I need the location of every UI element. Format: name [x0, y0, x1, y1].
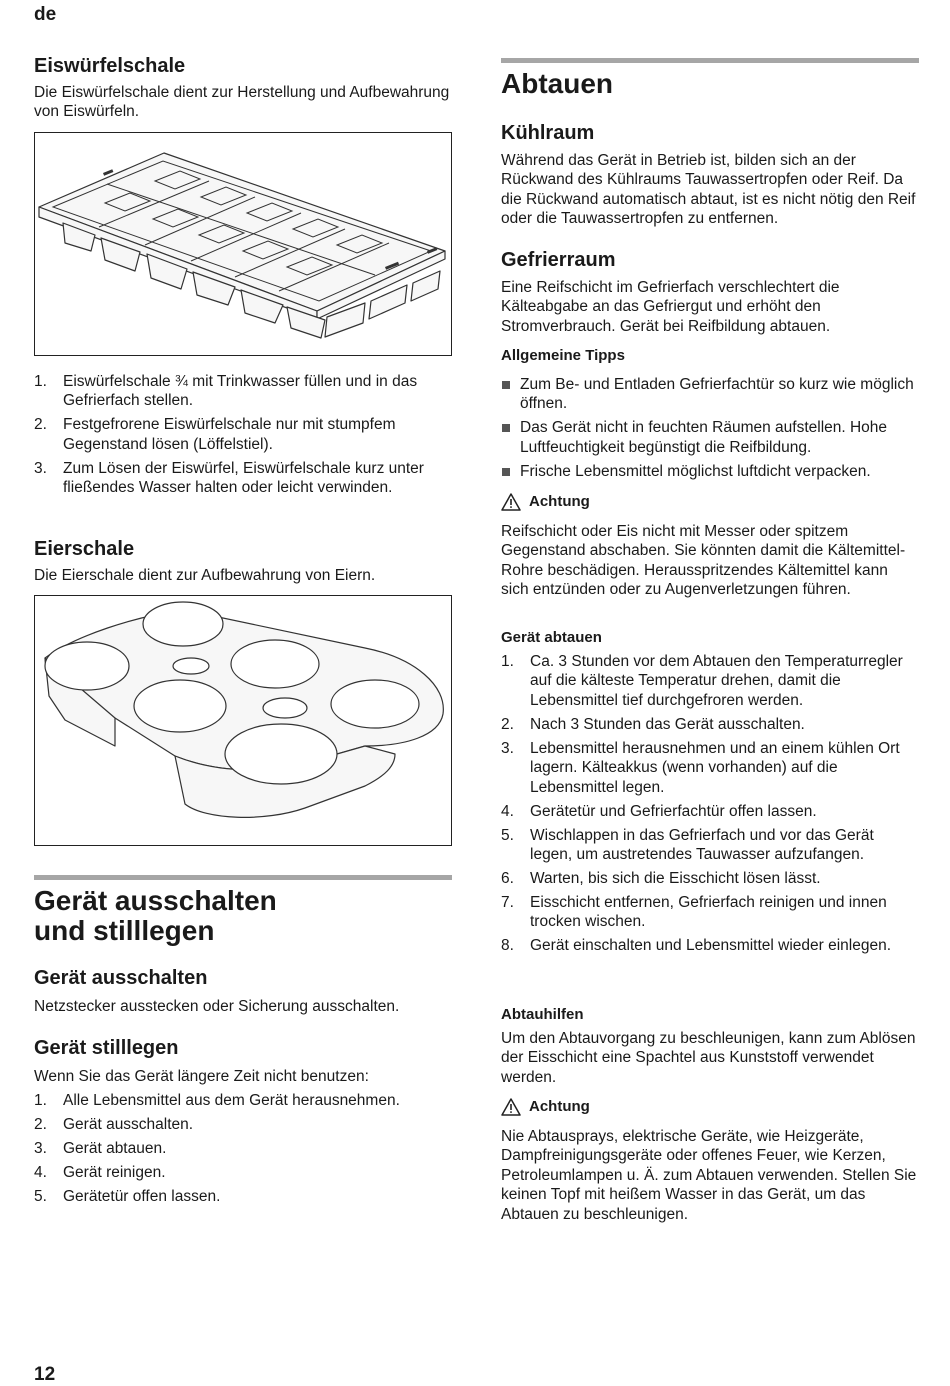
- list-item: 1. Eiswürfelschale ¾ mit Trinkwasser füllen und in das Gefrierfach stellen.: [34, 373, 418, 410]
- defrost-aids-text: Um den Abtauvorgang zu beschleunigen, kann zum Ablösen der Eisschicht eine Spachtel aus Kunststoff verwendet werden.: [501, 1030, 916, 1086]
- tips-title: Allgemeine Tipps: [501, 347, 625, 364]
- warning-heading: [501, 1097, 919, 1116]
- list-item: 5. Wischlappen in das Gefrierfach und vor das Gerät legen, um austretendes Tauwasser aufzufangen.: [501, 826, 874, 864]
- freezer-title: Gefrierraum: [501, 249, 616, 271]
- list-item: 2. Festgefrorene Eiswürfelschale nur mit stumpfem Gegenstand lösen (Löffelstiel).: [34, 416, 396, 453]
- list-item: 7. Eisschicht entfernen, Gefrierfach reinigen und innen trocken wischen.: [501, 894, 887, 931]
- list-item: 2. Gerät ausschalten.: [34, 1116, 194, 1133]
- list-item: 5. Gerätetür offen lassen.: [34, 1188, 221, 1205]
- decommission-title: Gerät stilllegen: [34, 1037, 179, 1059]
- list-item: Das Gerät nicht in feuchten Räumen aufstellen. Hohe Luftfeuchtigkeit begünstigt die Reifbildung.: [501, 418, 919, 457]
- switch-off-text: Netzstecker ausstecken oder Sicherung ausschalten.: [34, 998, 400, 1015]
- list-item: 2. Nach 3 Stunden das Gerät ausschalten.: [501, 715, 805, 733]
- section-rule: [34, 875, 452, 880]
- list-item: 4. Gerät reinigen.: [34, 1164, 166, 1181]
- ice-tray-illustration: [35, 133, 450, 354]
- ice-tray-title: Eiswürfelschale: [34, 55, 186, 77]
- list-item: Frische Lebensmittel möglichst luftdicht verpacken.: [501, 462, 919, 481]
- freezer-text: Eine Reifschicht im Gefrierfach verschlechtert die Kälteabgabe an das Gefriergut und erhöht den Stromverbrauch. Gerät bei Reifbildung abtauen.: [501, 279, 840, 335]
- warning-text: Reifschicht oder Eis nicht mit Messer oder spitzem Gegenstand abschaben. Sie könnten damit die Kältemittel-Rohre beschädigen. Herausspritzendes Kältemittel kann sich entzünden oder zu Augenverletzungen führen.: [501, 523, 906, 599]
- ice-tray-steps: [34, 372, 452, 502]
- warning-label: Achtung: [529, 1098, 590, 1115]
- warning-icon: [501, 493, 521, 511]
- warning-heading: [501, 492, 919, 511]
- bullet-icon: [502, 424, 510, 432]
- shutdown-title-line2: und stilllegen: [34, 915, 215, 946]
- ice-tray-intro: Die Eiswürfelschale dient zur Herstellung und Aufbewahrung von Eiswürfeln.: [34, 84, 450, 121]
- decommission-steps: [34, 1091, 452, 1211]
- list-item: Zum Be- und Entladen Gefrierfachtür so kurz wie möglich öffnen.: [501, 375, 919, 414]
- list-item: 6. Warten, bis sich die Eisschicht lösen lässt.: [501, 870, 821, 888]
- warning-text: Nie Abtausprays, elektrische Geräte, wie Heizgeräte, Dampfreinigungsgeräte oder offenes Feuer, wie Kerzen, Petroleumlampen u. Ä. zum Abtauen verwenden. Stellen Sie keinen Topf mit heißem Wasser in das Gerät, um das Abtauen zu beschleunigen.: [501, 1128, 917, 1223]
- list-item: 1. Ca. 3 Stunden vor dem Abtauen den Temperaturregler auf die kälteste Temperatur drehen, damit die Lebensmittel tief durchgefroren werden.: [501, 653, 903, 709]
- defrost-steps-title: Gerät abtauen: [501, 629, 602, 646]
- page-number: 12: [34, 1364, 56, 1385]
- ice-tray-figure: [34, 132, 452, 356]
- language-code: de: [34, 4, 57, 25]
- list-item: 4. Gerätetür und Gefrierfachtür offen lassen.: [501, 802, 817, 820]
- fridge-text: Während das Gerät in Betrieb ist, bilden sich an der Rückwand des Kühlraums Tauwassertropfen oder Reif. Da die Rückwand automatisch abtaut, ist es nicht nötig den Reif oder die Tauwassertropfen zu entfernen.: [501, 152, 916, 228]
- switch-off-title: Gerät ausschalten: [34, 967, 208, 989]
- list-item: 8. Gerät einschalten und Lebensmittel wieder einlegen.: [501, 937, 892, 955]
- list-item: 3. Gerät abtauen.: [34, 1140, 167, 1157]
- defrost-steps: [501, 652, 919, 960]
- egg-tray-intro: Die Eierschale dient zur Aufbewahrung von Eiern.: [34, 567, 376, 584]
- list-item: 3. Lebensmittel herausnehmen und an einem kühlen Ort lagern. Kälteakkus (wenn vorhanden) auf die Lebensmittel legen.: [501, 739, 900, 796]
- warning-label: Achtung: [529, 493, 590, 510]
- list-item: 3. Zum Lösen der Eiswürfel, Eiswürfelschale kurz unter fließendes Wasser halten oder leicht verwinden.: [34, 459, 424, 497]
- decommission-intro: Wenn Sie das Gerät längere Zeit nicht benutzen:: [34, 1068, 369, 1085]
- list-item: 1. Alle Lebensmittel aus dem Gerät herausnehmen.: [34, 1092, 400, 1109]
- bullet-icon: [502, 468, 510, 476]
- section-rule: [501, 58, 919, 63]
- defrost-aids-title: Abtauhilfen: [501, 1006, 584, 1023]
- warning-icon: [501, 1098, 521, 1116]
- egg-tray-figure: [34, 595, 452, 846]
- fridge-title: Kühlraum: [501, 122, 595, 144]
- bullet-icon: [502, 381, 510, 389]
- defrost-title: Abtauen: [501, 68, 613, 99]
- shutdown-title-line1: Gerät ausschalten: [34, 885, 277, 916]
- egg-tray-title: Eierschale: [34, 538, 135, 560]
- egg-tray-illustration: [35, 596, 450, 844]
- tips-list: [501, 375, 919, 486]
